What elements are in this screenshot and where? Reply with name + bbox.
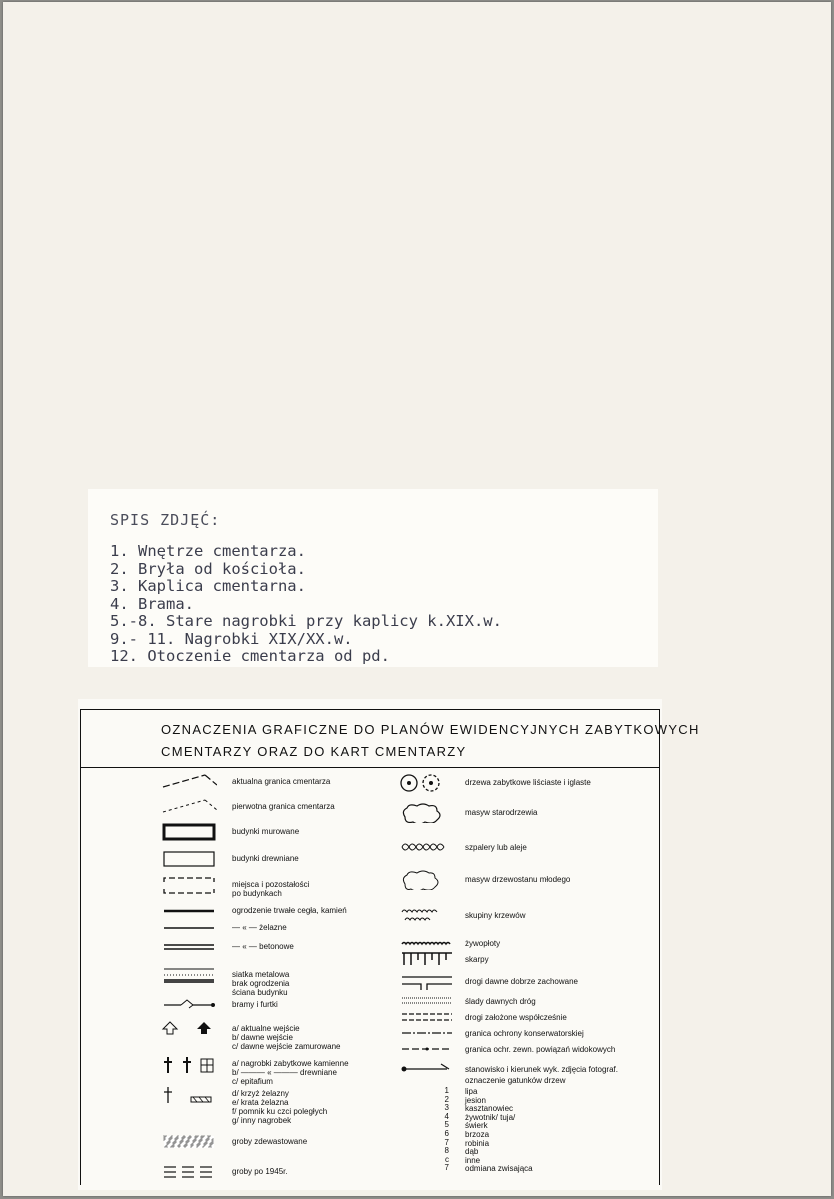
tree-key-number: 7 — [444, 1163, 449, 1173]
masyw-mlodego-icon — [399, 870, 455, 890]
tree-key-number: 5 — [444, 1120, 449, 1130]
photo-list-item: 12. Otoczenie cmentarza od pd. — [110, 647, 390, 665]
legend-left-label: pierwotna granica cmentarza — [232, 802, 335, 811]
bramy-furtki-icon — [161, 996, 217, 1016]
legend-title-line2: CMENTARZY ORAZ DO KART CMENTARZY — [161, 744, 467, 759]
legend-left-label: bramy i furtki — [232, 1000, 278, 1009]
tree-key-name: odmiana zwisająca — [465, 1164, 533, 1174]
legend-right-label: drogi założone współcześnie — [465, 1013, 567, 1022]
legend-left-label: budynki drewniane — [232, 854, 299, 863]
tree-key-name: dąb — [465, 1147, 479, 1157]
tree-key-name: świerk — [465, 1121, 488, 1131]
photo-list-item: 9.- 11. Nagrobki XIX/XX.w. — [110, 629, 353, 648]
legend-right-label: drzewa zabytkowe liściaste i iglaste — [465, 778, 591, 787]
tree-key-number: 8 — [444, 1146, 449, 1156]
pierwotna-granica-icon — [161, 798, 217, 818]
legend-right-label: granica ochr. zewn. powiązań widokowych — [465, 1045, 616, 1054]
tree-key-number: 7 — [444, 1137, 449, 1147]
groby-zdewastowane-icon — [161, 1133, 217, 1153]
tree-key-number: 3 — [444, 1103, 449, 1113]
krzyze-icon — [161, 1085, 217, 1105]
photo-list-card — [88, 489, 658, 667]
groby-1945-icon — [161, 1163, 217, 1183]
masyw-starodrzewia-icon — [399, 803, 455, 823]
ogrodzenie-zelazne-icon — [161, 919, 217, 939]
tree-key-number: 2 — [444, 1094, 449, 1104]
granica-powiazan-icon — [399, 1040, 455, 1060]
tree-key-name: lipa — [465, 1087, 478, 1096]
photo-list-item: 1. Wnętrze cmentarza. — [110, 542, 306, 560]
legend-left-label: — « — żelazne — [232, 923, 287, 932]
photo-list-item: 3. Kaplica cmentarna. — [110, 577, 306, 595]
legend-right-label: granica ochrony konserwatorskiej — [465, 1029, 584, 1038]
legend-left-label: a/ aktualne wejście b/ dawne wejście c/ dawne wejście zamurowane — [232, 1024, 341, 1051]
legend-right-label: szpalery lub aleje — [465, 843, 527, 852]
tree-key-number: 4 — [444, 1111, 449, 1121]
drogi-dawne-icon — [399, 972, 455, 992]
budynki-murowane-icon — [161, 823, 217, 843]
tree-key-name: jesion — [465, 1095, 486, 1105]
legend-left-label: aktualna granica cmentarza — [232, 777, 331, 786]
tree-key-number: 6 — [444, 1129, 449, 1138]
krzewy-icon — [399, 906, 455, 926]
legend-frame — [80, 709, 700, 1185]
drzewa-zabytkowe-icon — [399, 773, 455, 793]
tree-key-title: oznaczenie gatunków drzew — [465, 1076, 566, 1085]
legend-header-rule — [81, 767, 659, 768]
legend-title-line1: OZNACZENIA GRAFICZNE DO PLANÓW EWIDENCYJNYCH ZABYTKOWYCH — [161, 722, 700, 737]
budynki-drewniane-icon — [161, 850, 217, 870]
legend-card — [78, 699, 700, 1190]
miejsca-po-budynkach-icon — [161, 876, 217, 896]
photo-list-item: 5.-8. Stare nagrobki przy kaplicy k.XIX.w. — [110, 612, 502, 630]
legend-left-label: a/ nagrobki zabytkowe kamienne b/ ——— « ——— drewniane c/ epitafium — [232, 1059, 349, 1086]
siatka-metalowa-icon — [161, 966, 217, 986]
legend-right-label: masyw drzewostanu młodego — [465, 875, 571, 884]
tree-key-name: żywotnik/ tuja/ — [465, 1112, 516, 1122]
legend-right-label: drogi dawne dobrze zachowane — [465, 977, 578, 986]
wejscia-icon — [161, 1020, 217, 1040]
legend-left-label: budynki murowane — [232, 827, 300, 836]
legend-left-label: d/ krzyż żelazny e/ krata żelazna f/ pomnik ku czci poległych g/ inny nagrobek — [232, 1089, 328, 1125]
szpalery-icon — [399, 838, 455, 858]
stanowisko-icon — [399, 1060, 455, 1080]
legend-left-label: miejsca i pozostałości po budynkach — [232, 880, 310, 898]
photo-list-item: 2. Bryła od kościoła. — [110, 559, 306, 578]
tree-key-name: brzoza — [465, 1130, 490, 1139]
legend-right-label: ślady dawnych dróg — [465, 997, 536, 1006]
tree-key-name: robinia — [465, 1138, 490, 1148]
tree-key-number: 1 — [444, 1086, 449, 1095]
skarpy-icon — [399, 950, 455, 970]
photo-list-title: SPIS ZDJĘĆ: — [110, 511, 221, 529]
tree-key-number: c — [445, 1154, 449, 1164]
nagrobki-icon — [161, 1055, 217, 1075]
legend-left-label: groby po 1945r. — [232, 1167, 288, 1176]
photo-list — [110, 543, 502, 666]
legend-right-label: skupiny krzewów — [465, 911, 526, 920]
legend-right-label: skarpy — [465, 955, 489, 964]
photo-list-item: 4. Brama. — [110, 594, 194, 613]
legend-left-label: siatka metalowa brak ogrodzenia ściana budynku — [232, 970, 290, 997]
legend-left-label: ogrodzenie trwałe cegła, kamień — [232, 906, 347, 915]
legend-right-label: stanowisko i kierunek wyk. zdjęcia fotograf. — [465, 1065, 618, 1074]
aktualna-granica-icon — [161, 773, 217, 793]
legend-left-label: — « — betonowe — [232, 942, 294, 951]
tree-key-name: inne — [465, 1155, 481, 1165]
legend-right-label: żywopłoty — [465, 939, 501, 948]
legend-right-label: masyw starodrzewia — [465, 808, 538, 817]
ogrodzenie-betonowe-icon — [161, 938, 217, 958]
paper-sheet — [3, 2, 831, 1196]
legend-left-label: groby zdewastowane — [232, 1137, 308, 1146]
tree-key-name: kasztanowiec — [465, 1104, 514, 1114]
